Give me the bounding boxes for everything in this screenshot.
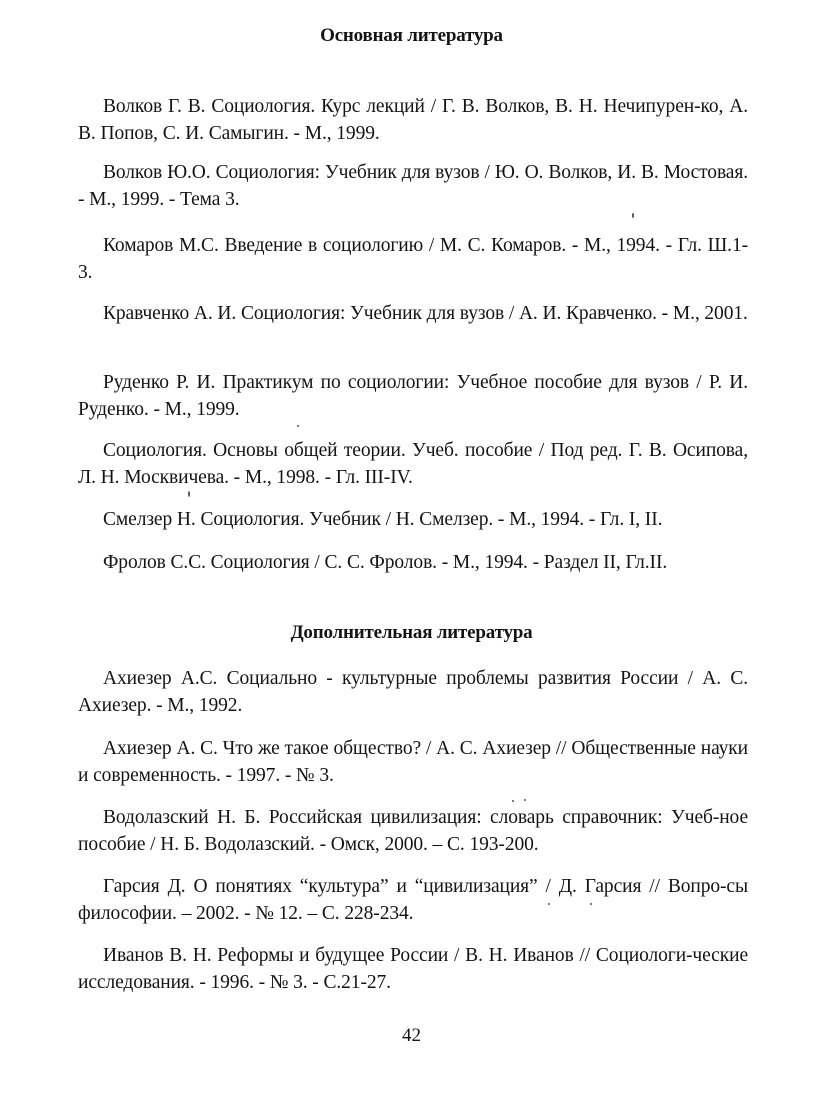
additional-literature-heading: Дополнительная литература [290,622,533,643]
main-entry-3: Комаров М.С. Введение в социологию / М. С. Комаров. - М., 1994. - Гл. Ш.1-3. [78,235,748,283]
main-entry-5: Руденко Р. И. Практикум по социологии: Учебное пособие для вузов / Р. И. Руденко. - М., 1999. [78,372,748,420]
page-number: 42 [402,1025,421,1046]
scan-speck [297,425,299,427]
additional-entry-2: Ахиезер А. С. Что же такое общество? / А. С. Ахиезер // Общественные науки и современность. - 1997. - № 3. [78,738,748,786]
scan-speck [524,799,526,801]
scan-speck [512,800,514,802]
additional-entry-3: Водолазский Н. Б. Российская цивилизация: словарь справочник: Учеб-ное пособие / Н. Б. Водолазский. - Омск, 2000. – С. 193-200. [78,807,748,855]
main-literature-heading: Основная литература [320,25,503,46]
additional-entry-4: Гарсия Д. О понятиях “культура” и “цивилизация” / Д. Гарсия // Вопро-сы философии. – 2002. - № 12. – С. 228-234. [78,876,748,924]
main-entry-2: Волков Ю.О. Социология: Учебник для вузов / Ю. О. Волков, И. В. Мостовая. - М., 1999. - Тема 3. [78,162,748,210]
main-entry-8: Фролов С.С. Социология / С. С. Фролов. - М., 1994. - Раздел II, Гл.II. [103,552,668,573]
scan-speck [548,903,550,905]
additional-entry-5: Иванов В. Н. Реформы и будущее России / В. Н. Иванов // Социологи-ческие исследования. - 1996. - № 3. - С.21-27. [78,945,748,993]
main-entry-6: Социология. Основы общей теории. Учеб. пособие / Под ред. Г. В. Осипова, Л. Н. Москвичева. - М., 1998. - Гл. III-IV. [78,440,748,488]
main-entry-4: Кравченко А. И. Социология: Учебник для вузов / А. И. Кравченко. - М., 2001. [103,303,748,324]
scan-speck [632,213,634,218]
main-entry-1: Волков Г. В. Социология. Курс лекций / Г. В. Волков, В. Н. Нечипурен-ко, А. В. Попов, С. И. Самыгин. - М., 1999. [78,96,748,144]
scan-speck [188,491,190,497]
main-entry-7: Смелзер Н. Социология. Учебник / Н. Смелзер. - М., 1994. - Гл. I, II. [103,509,663,530]
additional-entry-1: Ахиезер А.С. Социально - культурные проблемы развития России / А. С. Ахиезер. - М., 1992. [78,668,748,716]
scan-speck [590,903,592,905]
